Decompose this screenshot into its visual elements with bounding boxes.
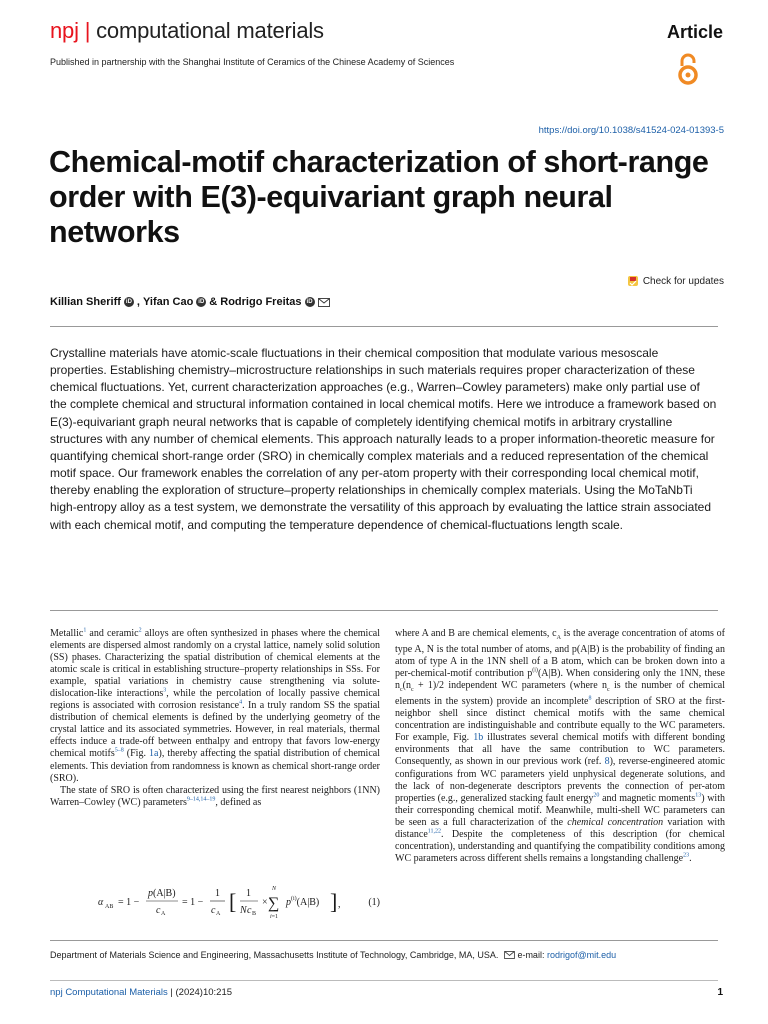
brand-separator: | [84,18,91,43]
divider [50,980,718,981]
author-name[interactable]: Killian Sheriff [50,296,121,308]
divider [50,610,718,611]
citation-link[interactable]: 23 [683,852,690,859]
paragraph: where A and B are chemical elements, $c_A$ is the average concentration of atoms of type A, N is the total number of atoms, and p(A|B) is the probability of finding an atom of type A in the 1NN shell of a B atom, which can be broken down into a per-chemical-motif contribution $p^{(i)}(A|B)$. When considering only the 1NN, these $n_c(n_c + 1)/2$ independent WC parameters (where $n_c$ is the number of chemical elements in the system) provide an incomplete$^8$ description of SRO at the first-neighbor shell since distinct chemical motifs with the same chemical concentration are indistinguishable and contribute equally to the WC parameters. For example, Fig. 1b illustrates several chemical motifs with different bonding environments that all have the same contribution to WC parameters. Consequently, as shown in our previous work (ref. 8), reverse-engineered atomic configurations from WC parameters yield unphysical degenerate solutions, and the lack of non-degenerate descriptors prevents the connection of per-atom properties (e.g., generalized stacking fault energy$^{20}$ and magnetic moments$^{13}$) with their corresponding chemical motif. Meanwhile, multi-shell WC parameters can be seen as a full characterization of the chemical concentration variation with distance$^{11,22}$. Despite the completeness of this description (for chemical concentration), understanding and quantifying the compatibility conditions among WC parameters across different shells remains a longstanding challenge$^{23}$. [395,628,725,864]
orcid-icon[interactable]: iD [198,299,205,305]
citation-link[interactable]: 2 [138,627,142,634]
journal-brand[interactable] [50,18,324,44]
open-access-icon[interactable] [675,52,701,88]
figure-link[interactable]: 1b [473,732,484,744]
author-separator: , [136,296,140,308]
orcid-icon[interactable]: iD [125,299,132,305]
citation-link[interactable]: 8 [588,695,592,702]
svg-text:i=1: i=1 [270,914,279,920]
author-connector: & [209,296,218,308]
citation-link[interactable]: 9–14,14–19 [186,796,216,803]
equation-1 [50,880,380,924]
footer-citation: | (2024)10:215 [170,987,233,998]
article-title: Chemical-motif characterization of short-range order with E(3)-equivariant graph neural networks [49,145,709,249]
divider [50,940,718,941]
svg-text:α: α [98,897,104,908]
svg-text:c: c [156,905,161,916]
abstract: Crystalline materials have atomic-scale fluctuations in their chemical composition that modulate various mesoscale properties. Establishing chemistry–microstructure relationships in such materials requires proper characterization of these chemical fluctuations. Yet, current characterization approaches (e.g., Warren–Cowley parameters) make only partial use of the complete chemical and structural information contained in local chemical motifs. Here we introduce a framework based on E(3)-equivariant graph neural networks that is capable of completely identifying chemical motifs in arbitrary crystalline structures with any number of chemical elements. This approach naturally leads to a proper information-theoretic measure for quantifying chemical short-range order (SRO) in chemically complex materials and a reduced representation of the chemical motif space. Our framework enables the correlation of any per-atom property with their corresponding local chemical motif, thereby enabling the exploration of structure–property relationships in chemically complex materials. Using the MoTaNbTi high-entropy alloy as a test system, we demonstrate the versatility of this approach by evaluating the lattice strain associated with each chemical motif, and computing the temperature dependence of chemical-fluctuations length scale. [50,346,717,532]
citation-link[interactable]: 13 [695,792,702,799]
svg-text:,: , [338,899,341,910]
email-link[interactable]: rodrigof@mit.edu [546,950,617,960]
page-footer [50,987,232,998]
email-label: e-mail: [517,950,545,960]
svg-text:A: A [216,911,221,917]
citation-link[interactable]: 3 [163,687,167,694]
paragraph: Metallic$^1$ and ceramic$^2$ alloys are often synthesized in phases where the chemical elements are dispersed almost randomly on a crystal lattice, namely solid solution (SS) phases. Characterizing the spatial distribution of chemical elements at the atomic scale is critical in establishing structure–property relationships in SSs. For example, spatial variations in chemistry cause strengthening via solute-dislocation-like interactions$^3$, while the percolation of locally passive chemical regions is associated with corrosion resistance$^4$. In a truly random SS the spatial distribution of chemical elements is defined by the underlying geometry of the crystal lattice and its associated symmetries. However, in real materials, thermal effects induce a trade-off between enthalpy and entropy that favors low-energy chemical motifs$^{5-8}$ (Fig. 1a), thereby affecting the spatial distribution of chemical elements. This deviation from randomness is known as chemical short-range order (SRO). [50,627,381,784]
author-name[interactable]: Yifan Cao [142,296,194,308]
svg-text:p(i)(A|B): $p^{(i)}(A|B)$ [286,896,320,908]
svg-text:= 1 −: = 1 − [182,897,204,908]
svg-text:c: c [247,905,252,916]
author-list [50,296,330,308]
citation-link[interactable]: 5–8 [114,748,124,755]
svg-text:N: N [272,886,277,892]
svg-text:∑: ∑ [268,895,280,912]
crossmark-icon [627,275,639,287]
svg-text:A: A [161,911,166,917]
citation-link[interactable]: 11,22 [427,828,442,835]
check-for-updates-label: Check for updates [642,275,724,287]
svg-text:B: B [252,911,257,917]
svg-text:p(A|B): p(A|B) [148,888,176,899]
brand-name: computational materials [96,18,324,43]
svg-text:c: c [211,905,216,916]
body-column-left [50,628,380,809]
svg-text:AB: AB [105,904,114,910]
check-for-updates-button[interactable] [627,275,724,287]
equation-number: (1) [368,897,380,908]
citation-link[interactable]: 4 [239,699,243,706]
article-type-label: Article [666,22,723,42]
svg-text:N: N [240,905,247,916]
citation-link[interactable]: 20 [593,792,600,799]
figure-link[interactable]: 1a [149,748,159,760]
orcid-icon[interactable]: iD [306,299,313,305]
footer-journal-link[interactable]: npj Computational Materials [50,987,168,998]
reference-link[interactable]: 8 [604,756,610,768]
mail-icon [504,951,515,959]
mail-icon[interactable] [318,298,330,307]
doi-link[interactable]: https://doi.org/10.1038/s41524-024-01393-5 [538,125,724,136]
svg-text:= 1 −: = 1 − [118,897,140,908]
brand-npj: npj [50,18,79,43]
svg-text:]: ] [330,889,338,914]
svg-text:×: × [262,897,268,908]
svg-text:1: 1 [246,888,251,899]
svg-text:[: [ [229,889,237,914]
affiliation [50,950,616,960]
partnership-note: Published in partnership with the Shanghai Institute of Ceramics of the Chinese Academy of Sciences [50,57,455,67]
citation-link[interactable]: 1 [83,627,87,634]
body-column-right [395,628,725,865]
affiliation-text: Department of Materials Science and Engineering, Massachusetts Institute of Technology, Cambridge, MA, USA. [50,950,499,960]
author-name[interactable]: Rodrigo Freitas [220,296,302,308]
paragraph: The state of SRO is often characterized using the first nearest neighbors (1NN) Warren–Cowley (WC) parameters$^{9-14,14-19}$, defined as [50,784,380,808]
divider [50,326,718,327]
page-number: 1 [717,987,723,998]
svg-text:1: 1 [215,888,220,899]
